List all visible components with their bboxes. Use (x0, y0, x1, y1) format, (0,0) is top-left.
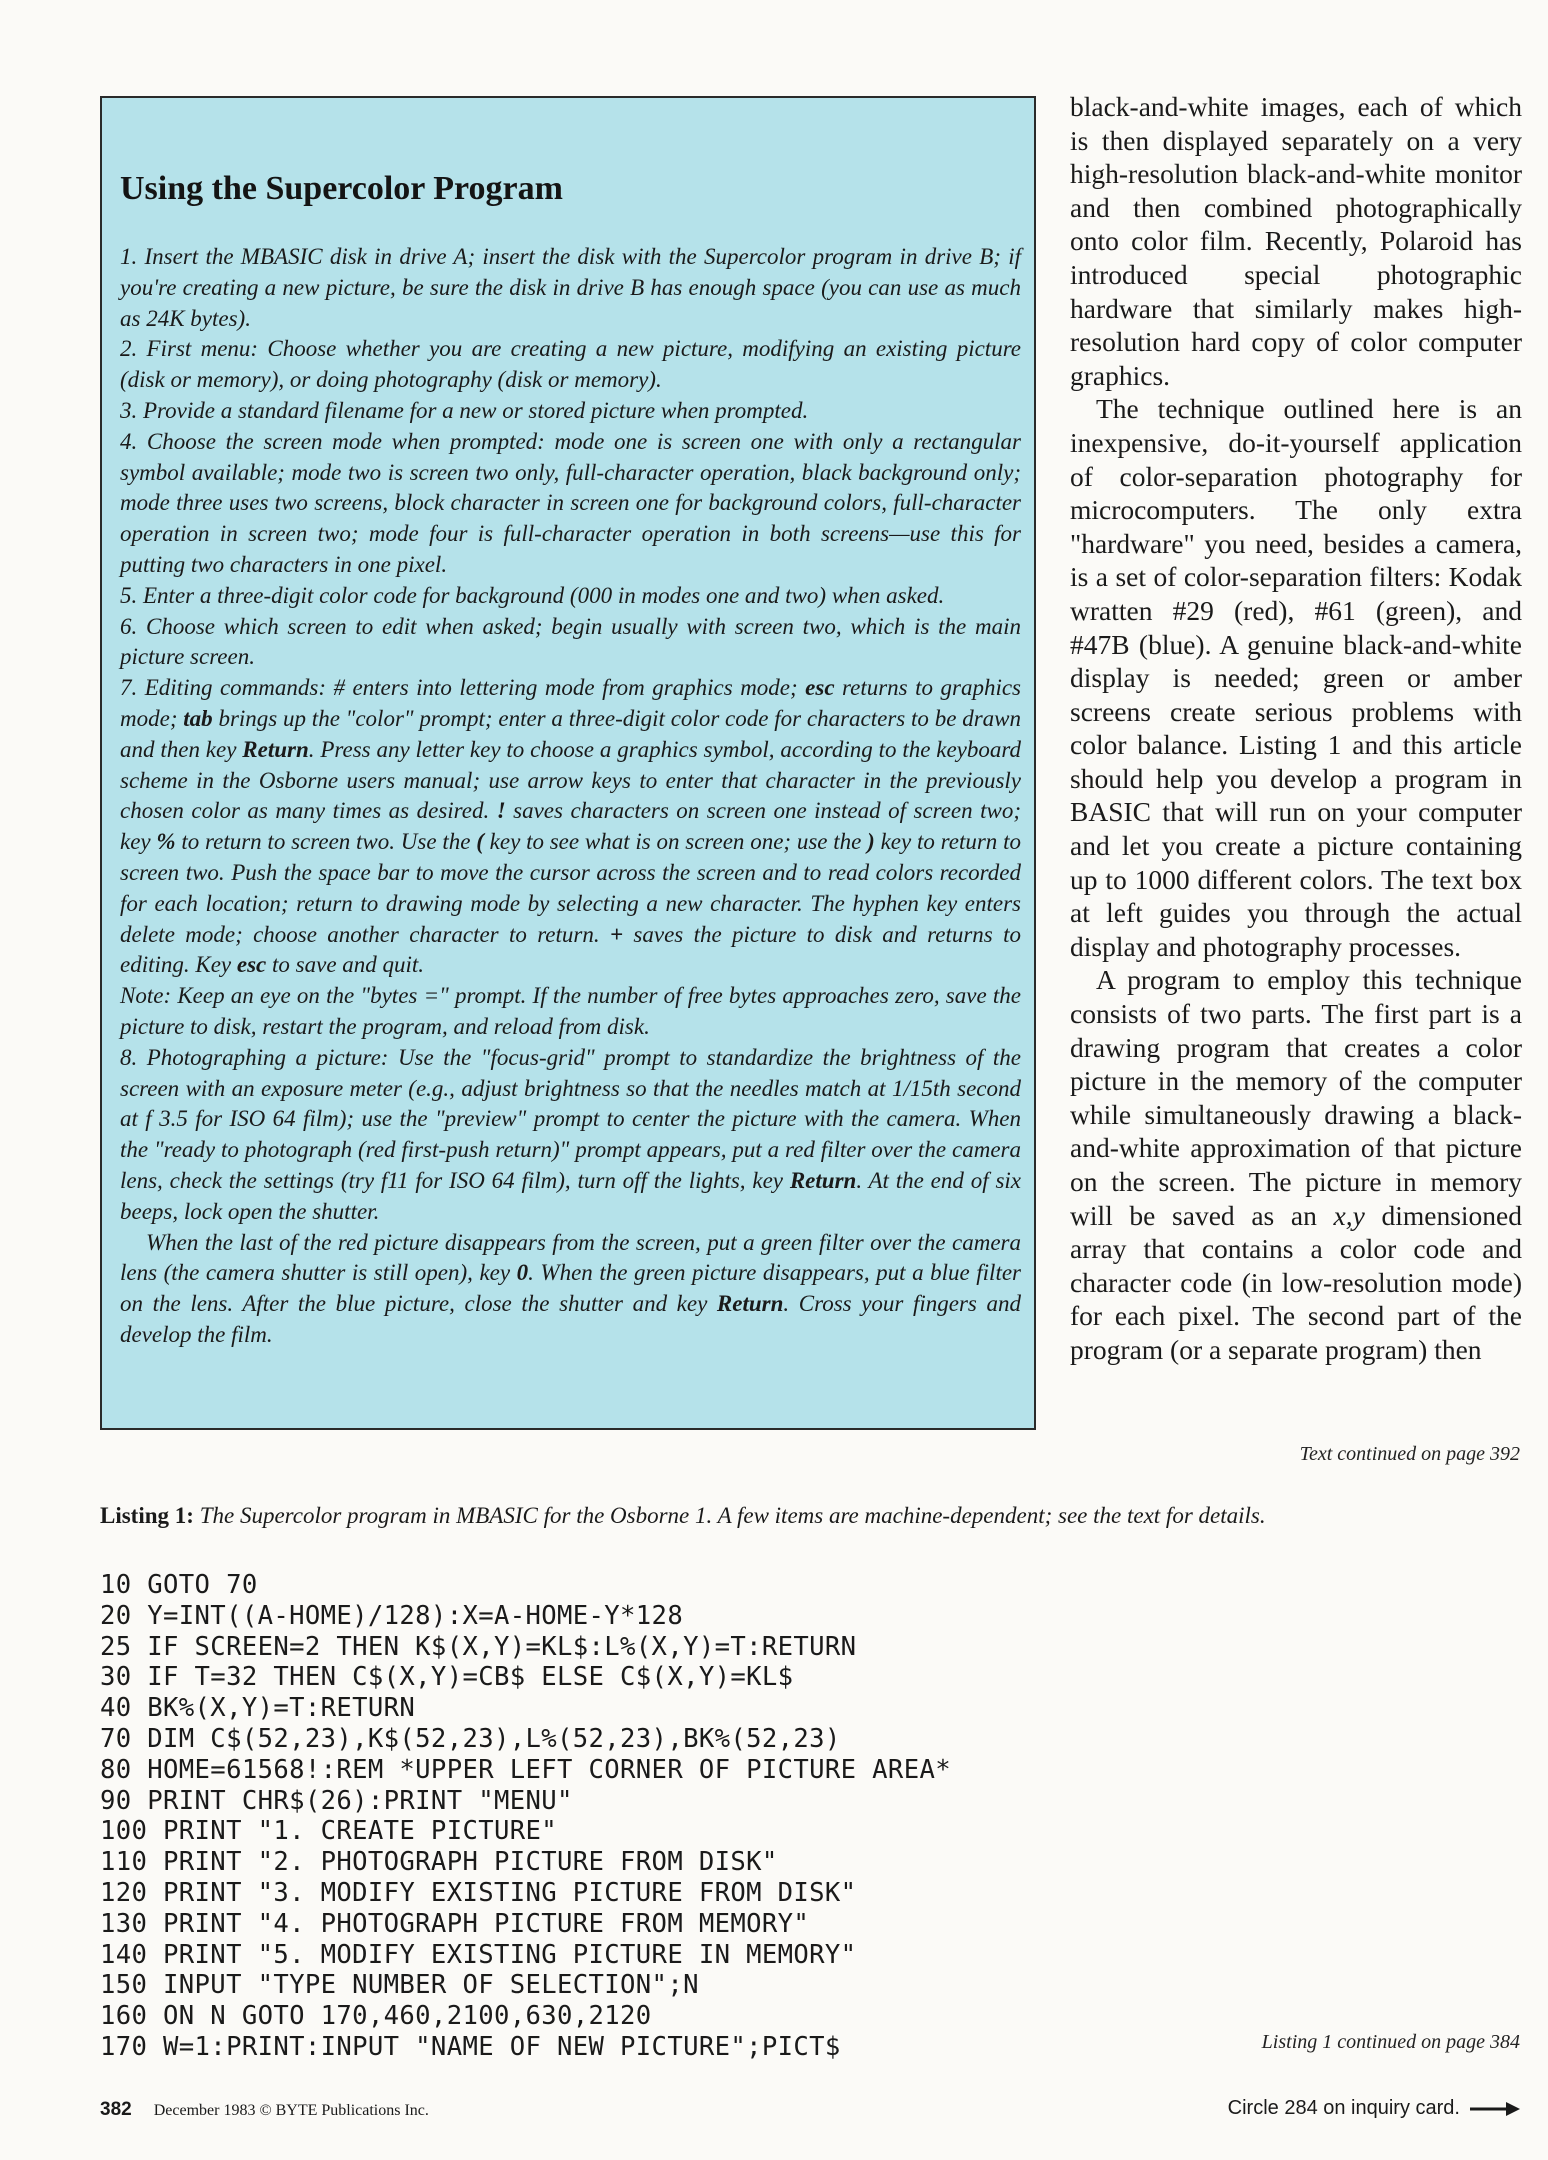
bold-keyword: ! (496, 798, 506, 824)
text-run: x,y (1333, 1199, 1365, 1231)
bold-keyword: ( (476, 829, 484, 855)
text-run: dimensioned array that contains a color code and character code (in low-resolution mode) for each pixel. The second part of the program (or a separate program) then (1070, 1199, 1522, 1365)
text-run: 4. Choose the screen mode when prompted: mode one is screen one with only a rectangular symbol available; mode two is screen two only, full-character operation, black background only; mode three uses two screens, block character in screen one for background colors, full-character operation in screen two; mode four is full-character operation in both screens—use this for putting two characters in one pixel. (120, 428, 1021, 577)
code-line: 70 DIM C$(52,23),K$(52,23),L%(52,23),BK%(52,23) (100, 1723, 841, 1754)
bold-keyword: ) (867, 829, 875, 855)
code-line: 120 PRINT "3. MODIFY EXISTING PICTURE FROM DISK" (100, 1877, 857, 1908)
sidebar-step (120, 242, 1021, 334)
sidebar-title: Using the Supercolor Program (120, 170, 563, 207)
text-run: 5. Enter a three-digit color code for background (000 in modes one and two) when asked. (120, 582, 945, 608)
bold-keyword: esc (236, 952, 267, 978)
code-listing (100, 1570, 951, 2063)
text-run: 8. Photographing a picture: Use the "focus-grid" prompt to standardize the brightness of the screen with an exposure meter (e.g., adjust brightness so that the needles match at 1/15th second at f 3.5 for ISO 64 film); use the "preview" prompt to center the picture with the camera. When the "ready to photograph (red first-push return)" prompt appears, put a red filter over the camera lens, check the settings (try f11 for ISO 64 film), turn off the lights, key (120, 1044, 1021, 1193)
text-run: When the last of the red picture disappears from the screen, put a green filter over the camera lens (the camera shutter is still open), key (120, 1229, 1021, 1286)
listing-label: Listing 1: (100, 1503, 194, 1528)
code-line: 10 GOTO 70 (100, 1570, 258, 1600)
text-run: A program to employ this technique consists of two parts. The first part is a drawing program that creates a color picture in the memory of the computer while simultaneously drawing a black-and-white approximation of that picture on the screen. The picture in memory will be saved as an (1070, 964, 1522, 1231)
article-paragraph (1070, 90, 1522, 392)
sidebar-step (120, 427, 1021, 581)
inquiry-text: Circle 284 on inquiry card. (1227, 2097, 1460, 2119)
listing-caption-text: The Supercolor program in MBASIC for the Osborne 1. A few items are machine-dependent; see the text for details. (199, 1503, 1266, 1528)
text-run: 1. Insert the MBASIC disk in drive A; insert the disk with the Supercolor program in drive B; if you're creating a new picture, be sure the disk in drive B has enough space (you can use as much as 24K bytes). (120, 244, 1021, 331)
text-run: saves the picture to disk and returns to editing. Key (120, 921, 1021, 978)
code-line: 130 PRINT "4. PHOTOGRAPH PICTURE FROM MEMORY" (100, 1908, 810, 1939)
sidebar-steps (120, 242, 1021, 1351)
code-line: 150 INPUT "TYPE NUMBER OF SELECTION";N (100, 1970, 699, 2001)
code-line: 90 PRINT CHR$(26):PRINT "MENU" (100, 1785, 573, 1816)
code-line: 25 IF SCREEN=2 THEN K$(X,Y)=KL$:L%(X,Y)=T:RETURN (100, 1631, 857, 1662)
page-number: 382 (100, 2099, 132, 2120)
code-line: 100 PRINT "1. CREATE PICTURE" (100, 1816, 558, 1847)
code-line: 80 HOME=61568!:REM *UPPER LEFT CORNER OF PICTURE AREA* (100, 1754, 951, 1785)
text-run: brings up the "color" prompt; enter a three-digit color code for characters to be drawn and then key (120, 705, 1021, 762)
text-run: 7. Editing commands: # enters into lettering mode from graphics mode; (120, 675, 806, 701)
bold-keyword: % (156, 829, 176, 855)
listing-caption (100, 1503, 1500, 1529)
text-run: . At the end of six beeps, lock open the shutter. (120, 1167, 1021, 1224)
sidebar-step (120, 673, 1021, 981)
code-line: 160 ON N GOTO 170,460,2100,630,2120 (100, 2001, 652, 2032)
text-run: saves characters on screen one instead of screen two; key (120, 798, 1021, 855)
sidebar-step (120, 581, 1021, 612)
bold-keyword: + (609, 921, 624, 947)
text-run: . Cross your fingers and develop the film. (120, 1291, 1021, 1347)
article-paragraph (1070, 963, 1522, 1366)
code-line: 40 BK%(X,Y)=T:RETURN (100, 1693, 416, 1724)
bold-keyword: Return (242, 736, 309, 762)
arrow-right-icon (1470, 2101, 1520, 2117)
code-line: 170 W=1:PRINT:INPUT "NAME OF NEW PICTURE";PICT$ (100, 2031, 841, 2062)
text-run: Note: Keep an eye on the "bytes =" prompt. If the number of free bytes approaches zero, save the picture to disk, restart the program, and reload from disk. (120, 983, 1021, 1039)
bold-keyword: Return (716, 1291, 784, 1317)
code-line: 110 PRINT "2. PHOTOGRAPH PICTURE FROM DISK" (100, 1847, 778, 1878)
code-line: 30 IF T=32 THEN C$(X,Y)=CB$ ELSE C$(X,Y)=KL$ (100, 1662, 794, 1693)
article-column (1070, 90, 1522, 1367)
sidebar-box (100, 96, 1036, 1430)
code-line: 140 PRINT "5. MODIFY EXISTING PICTURE IN MEMORY" (100, 1939, 857, 1970)
article-paragraph (1070, 392, 1522, 963)
text-run: to save and quit. (266, 952, 425, 978)
sidebar-step (120, 1228, 1021, 1351)
footer-credit: December 1983 © BYTE Publications Inc. (153, 2102, 429, 2119)
text-run: key to see what is on screen one; use the (483, 829, 868, 855)
text-run: 3. Provide a standard filename for a new or stored picture when prompted. (120, 397, 809, 423)
sidebar-step (120, 396, 1021, 427)
bold-keyword: esc (805, 675, 835, 701)
sidebar-step (120, 334, 1021, 396)
sidebar-step (120, 981, 1021, 1043)
sidebar-step (120, 1043, 1021, 1228)
text-run: 2. First menu: Choose whether you are creating a new picture, modifying an existing picture (disk or memory), or doing photography (disk or memory). (120, 336, 1021, 393)
text-run: . Press any letter key to choose a graphics symbol, according to the keyboard scheme in the Osborne users manual; use arrow keys to enter that character in the previously chosen color as many times as desired. (120, 736, 1021, 824)
bold-keyword: Return (789, 1167, 857, 1193)
text-run: key to return to screen two. Push the space bar to move the cursor across the screen and to read colors recorded for each location; return to drawing mode by selecting a new character. The hyphen key enters delete mode; choose another character to return. (120, 829, 1021, 947)
listing-continued-note: Listing 1 continued on page 384 (1261, 2031, 1520, 2053)
text-continued-note: Text continued on page 392 (1299, 1443, 1520, 1465)
text-run: black-and-white images, each of which is then displayed separately on a very high-resolution black-and-white monitor and then combined photographically onto color film. Recently, Polaroid has introduced special photographic hardware that similarly makes high-resolution hard copy of color computer graphics. (1070, 91, 1522, 391)
inquiry-note (1228, 2097, 1520, 2120)
text-run: The technique outlined here is an inexpensive, do-it-yourself application of color-separation photography for microcomputers. The only extra "hardware" you need, besides a camera, is a set of color-separation filters: Kodak wratten #29 (red), #61 (green), and #47B (blue). A genuine black-and-white display is needed; green or amber screens create serious problems with color balance. Listing 1 and this article should help you develop a program in BASIC that will run on your computer and let you create a picture containing up to 1000 different colors. The text box at left guides you through the actual display and photography processes. (1070, 393, 1522, 962)
page-footer (100, 2099, 429, 2121)
sidebar-step (120, 612, 1021, 674)
bold-keyword: 0 (516, 1260, 529, 1286)
text-run: 6. Choose which screen to edit when asked; begin usually with screen two, which is the main picture screen. (120, 613, 1021, 670)
code-line: 20 Y=INT((A-HOME)/128):X=A-HOME-Y*128 (100, 1600, 684, 1631)
text-run: . When the green picture disappears, put a blue filter on the lens. After the blue picture, close the shutter and key (120, 1260, 1021, 1317)
text-run: to return to screen two. Use the (175, 829, 477, 855)
text-run: returns to graphics mode; (120, 675, 1021, 731)
bold-keyword: tab (183, 705, 213, 731)
